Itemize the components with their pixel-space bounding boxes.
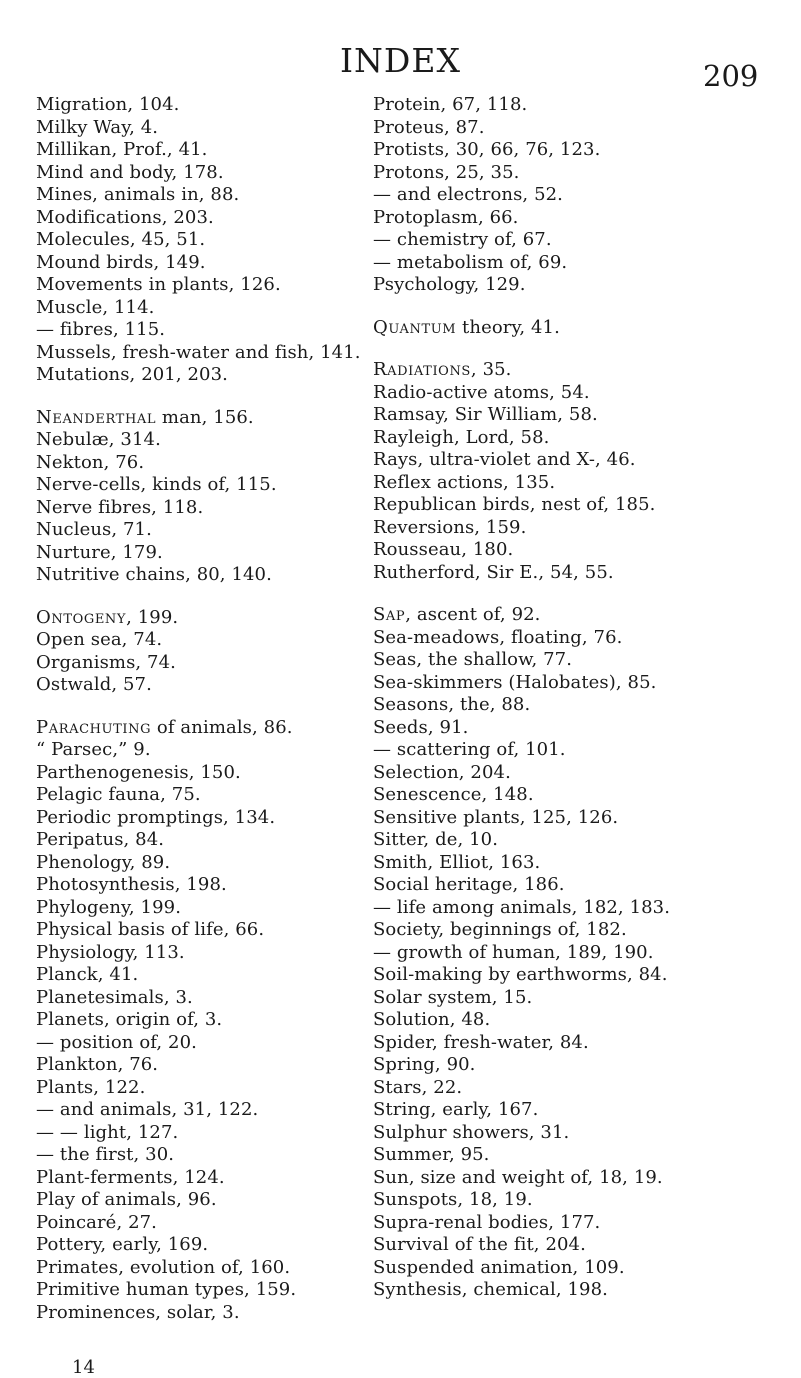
index-entry [36, 1212, 381, 1235]
index-entry [36, 229, 381, 252]
index-letter-group [36, 717, 381, 1325]
index-entry [373, 919, 773, 942]
index-entry-text: String, early, 167. [373, 1099, 539, 1120]
index-entry [36, 117, 381, 140]
index-entry [36, 474, 381, 497]
index-entry [36, 1189, 381, 1212]
index-entry [373, 494, 773, 517]
index-entry-text: — growth of human, 189, 190. [373, 941, 654, 963]
index-entry-head: Neanderthal [36, 406, 157, 428]
index-entry [36, 852, 381, 875]
index-entry-text: Plants, 122. [36, 1076, 146, 1098]
index-entry-text: Sea-meadows, floating, 76. [373, 626, 623, 648]
index-entry [373, 94, 773, 117]
index-entry [36, 364, 381, 387]
index-entry [373, 317, 773, 340]
index-entry [373, 162, 773, 185]
index-entry [36, 429, 381, 452]
signature-mark: 14 [72, 1357, 95, 1378]
index-entry [373, 1189, 773, 1212]
index-entry-text: Sunspots, 18, 19. [373, 1189, 533, 1210]
index-entry [36, 629, 381, 652]
index-entry [373, 852, 773, 875]
index-entry-text: Modifications, 203. [36, 206, 214, 228]
index-entry-text: Primitive human types, 159. [36, 1279, 297, 1300]
index-entry [36, 207, 381, 230]
index-entry-text: Milky Way, 4. [36, 116, 159, 138]
index-entry [36, 1122, 381, 1145]
index-entry-text: Sun, size and weight of, 18, 19. [373, 1166, 663, 1188]
index-entry-text: Mutations, 201, 203. [36, 364, 228, 385]
index-entry [373, 1279, 773, 1302]
index-entry-text: Organisms, 74. [36, 651, 176, 673]
index-entry-text: Spring, 90. [373, 1054, 476, 1075]
index-entry-text: Mines, animals in, 88. [36, 184, 240, 205]
index-entry [373, 942, 773, 965]
index-entry-text: Pelagic fauna, 75. [36, 784, 201, 805]
index-entry-text: Stars, 22. [373, 1076, 463, 1098]
index-entry [373, 359, 773, 382]
index-entry [373, 207, 773, 230]
index-entry [36, 987, 381, 1010]
index-entry [36, 297, 381, 320]
index-entry-text: Play of animals, 96. [36, 1189, 217, 1210]
index-entry [373, 562, 773, 585]
index-entry-text: Protoplasm, 66. [373, 206, 519, 228]
index-entry [36, 139, 381, 162]
index-entry [373, 404, 773, 427]
index-entry [373, 1054, 773, 1077]
index-entry-text: Rousseau, 180. [373, 539, 514, 560]
index-entry [373, 762, 773, 785]
index-entry-text: Republican birds, nest of, 185. [373, 494, 656, 515]
index-letter-group [373, 317, 773, 340]
index-entry [373, 1122, 773, 1145]
index-entry [373, 517, 773, 540]
index-entry [373, 627, 773, 650]
index-entry-text: — scattering of, 101. [373, 739, 566, 760]
index-entry-text: , ascent of, 92. [405, 604, 541, 625]
index-entry-text: Solution, 48. [373, 1009, 491, 1030]
index-entry-text: Ramsay, Sir William, 58. [373, 404, 598, 425]
index-entry [36, 829, 381, 852]
index-letter-group [373, 359, 773, 584]
index-entry-text: Pottery, early, 169. [36, 1234, 209, 1255]
index-entry-text: Millikan, Prof., 41. [36, 139, 208, 160]
index-entry-text: Physiology, 113. [36, 941, 185, 963]
index-entry [373, 449, 773, 472]
index-entry-text: — and electrons, 52. [373, 184, 564, 205]
index-entry-text: — fibres, 115. [36, 319, 166, 340]
index-entry-text: Summer, 95. [373, 1144, 490, 1165]
index-entry-text: Muscle, 114. [36, 296, 155, 318]
index-entry-text: Sitter, de, 10. [373, 829, 499, 850]
index-entry [36, 162, 381, 185]
index-entry-text: “ Parsec,” 9. [36, 739, 151, 760]
index-entry [36, 964, 381, 987]
index-entry-text: — chemistry of, 67. [373, 229, 552, 250]
index-entry-text: — metabolism of, 69. [373, 251, 568, 273]
index-entry-text: Nutritive chains, 80, 140. [36, 564, 272, 585]
index-entry [36, 1167, 381, 1190]
index-entry [36, 1302, 381, 1325]
index-entry [36, 897, 381, 920]
index-entry [373, 229, 773, 252]
index-entry-text: Nekton, 76. [36, 451, 145, 473]
index-entry-text: Smith, Elliot, 163. [373, 851, 541, 873]
index-entry [373, 472, 773, 495]
index-entry-text: Protons, 25, 35. [373, 161, 520, 183]
index-entry-head: Sap [373, 604, 406, 625]
index-entry-text: Senescence, 148. [373, 784, 534, 805]
index-entry-text: Planets, origin of, 3. [36, 1009, 223, 1030]
index-entry-text: Psychology, 129. [373, 274, 526, 295]
index-entry-text: of animals, 86. [151, 716, 293, 738]
index-entry-text: Sea-skimmers (Halobates), 85. [373, 671, 657, 693]
index-entry [36, 519, 381, 542]
index-entry-text: Proteus, 87. [373, 116, 485, 138]
index-entry [36, 762, 381, 785]
index-entry-text: Reflex actions, 135. [373, 471, 556, 493]
index-entry-text: Ostwald, 57. [36, 674, 152, 695]
index-entry-text: Molecules, 45, 51. [36, 229, 206, 250]
index-entry-text: Survival of the fit, 204. [373, 1234, 586, 1255]
index-entry-text: Planck, 41. [36, 964, 139, 985]
index-entry [373, 807, 773, 830]
index-entry-text: Society, beginnings of, 182. [373, 919, 627, 940]
index-entry-text: Nucleus, 71. [36, 519, 152, 540]
index-entry [36, 1279, 381, 1302]
index-entry-text: Rutherford, Sir E., 54, 55. [373, 561, 614, 583]
index-entry [373, 717, 773, 740]
index-entry [373, 829, 773, 852]
index-entry-text: Open sea, 74. [36, 629, 163, 650]
index-entry [373, 1257, 773, 1280]
index-entry-text: , 199. [126, 606, 179, 628]
index-entry [36, 1009, 381, 1032]
index-entry [373, 427, 773, 450]
index-entry-text: Selection, 204. [373, 761, 511, 783]
index-entry-text: Primates, evolution of, 160. [36, 1256, 291, 1278]
index-entry [36, 739, 381, 762]
index-letter-group [373, 94, 773, 297]
index-entry-text: Protein, 67, 118. [373, 94, 528, 115]
index-entry-text: Spider, fresh-water, 84. [373, 1031, 589, 1053]
index-entry-text: man, 156. [156, 406, 254, 428]
index-entry-text: Rays, ultra-violet and X-, 46. [373, 449, 636, 470]
index-letter-group [36, 607, 381, 697]
index-entry [36, 407, 381, 430]
index-entry-head: Quantum [373, 316, 457, 338]
index-entry-text: — life among animals, 182, 183. [373, 896, 671, 918]
index-entry [373, 1167, 773, 1190]
index-entry [373, 184, 773, 207]
index-entry [36, 274, 381, 297]
index-entry [373, 739, 773, 762]
index-entry-text: Reversions, 159. [373, 516, 527, 538]
index-entry [373, 1032, 773, 1055]
index-entry-text: Supra-renal bodies, 177. [373, 1211, 601, 1233]
index-entry [36, 497, 381, 520]
index-entry [373, 1099, 773, 1122]
index-entry-text: Mind and body, 178. [36, 161, 224, 183]
index-entry [36, 942, 381, 965]
index-letter-group [36, 407, 381, 587]
running-title: INDEX [340, 41, 461, 80]
index-entry [36, 717, 381, 740]
index-entry-text: Nebulæ, 314. [36, 429, 161, 450]
index-entry-text: Nerve fibres, 118. [36, 496, 204, 518]
index-entry [373, 252, 773, 275]
index-entry [373, 874, 773, 897]
index-entry [373, 1234, 773, 1257]
index-entry [373, 382, 773, 405]
index-letter-group [36, 94, 381, 387]
index-column-right [373, 94, 773, 1302]
index-entry [36, 94, 381, 117]
index-entry [36, 652, 381, 675]
index-entry [36, 807, 381, 830]
index-entry-text: Sensitive plants, 125, 126. [373, 806, 619, 828]
index-entry-text: Migration, 104. [36, 94, 180, 115]
index-letter-group [373, 604, 773, 1302]
index-entry-text: Suspended animation, 109. [373, 1256, 625, 1278]
index-entry-text: Prominences, solar, 3. [36, 1301, 240, 1323]
index-entry [36, 1234, 381, 1257]
index-entry-text: Phenology, 89. [36, 851, 171, 873]
index-entry [36, 1144, 381, 1167]
index-entry-text: Mound birds, 149. [36, 251, 206, 273]
index-entry-text: Sulphur showers, 31. [373, 1121, 570, 1143]
index-entry-text: — — light, 127. [36, 1121, 179, 1143]
index-entry-text: — the first, 30. [36, 1144, 175, 1165]
index-entry [36, 452, 381, 475]
index-entry [36, 342, 381, 365]
index-entry-text: Protists, 30, 66, 76, 123. [373, 139, 601, 160]
index-entry-text: Mussels, fresh-water and fish, 141. [36, 341, 361, 363]
index-entry [373, 964, 773, 987]
index-entry-text: Soil-making by earthworms, 84. [373, 964, 668, 985]
index-entry-text: Solar system, 15. [373, 986, 533, 1008]
index-entry [36, 1032, 381, 1055]
index-entry [36, 1054, 381, 1077]
index-entry-text: Seas, the shallow, 77. [373, 649, 573, 670]
index-entry-head: Radiations [373, 359, 471, 380]
index-entry-text: Rayleigh, Lord, 58. [373, 426, 550, 448]
index-entry-text: Nurture, 179. [36, 541, 163, 563]
index-entry-text: Seeds, 91. [373, 716, 469, 738]
index-entry [36, 919, 381, 942]
index-entry-text: Peripatus, 84. [36, 829, 165, 850]
index-entry [36, 607, 381, 630]
index-entry [36, 1257, 381, 1280]
index-entry-text: Periodic promptings, 134. [36, 806, 276, 828]
index-entry [36, 252, 381, 275]
index-entry-text: — and animals, 31, 122. [36, 1099, 259, 1120]
index-entry [373, 672, 773, 695]
index-entry [373, 117, 773, 140]
index-entry [373, 694, 773, 717]
index-entry-text: Phylogeny, 199. [36, 896, 182, 918]
index-entry [373, 987, 773, 1010]
index-entry [36, 184, 381, 207]
index-entry-text: Physical basis of life, 66. [36, 919, 265, 940]
index-entry [36, 1077, 381, 1100]
index-entry [36, 674, 381, 697]
index-entry [36, 1099, 381, 1122]
index-entry [373, 897, 773, 920]
index-entry [373, 784, 773, 807]
index-entry [36, 319, 381, 342]
index-entry-text: Seasons, the, 88. [373, 694, 531, 715]
index-entry [373, 1077, 773, 1100]
index-entry [373, 1009, 773, 1032]
index-entry-text: theory, 41. [456, 316, 560, 338]
index-entry-text: , 35. [470, 359, 512, 380]
index-entry-text: Plant-ferments, 124. [36, 1166, 225, 1188]
index-entry [373, 1144, 773, 1167]
index-entry [373, 274, 773, 297]
index-entry-text: Photosynthesis, 198. [36, 874, 227, 895]
index-entry-text: Poincaré, 27. [36, 1211, 158, 1233]
page-number: 209 [703, 59, 759, 93]
index-entry-text: Movements in plants, 126. [36, 274, 281, 295]
index-entry-text: — position of, 20. [36, 1031, 197, 1053]
index-entry-head: Ontogeny [36, 606, 127, 628]
index-entry [36, 542, 381, 565]
index-entry [373, 539, 773, 562]
index-entry-text: Social heritage, 186. [373, 874, 565, 895]
index-entry-head: Parachuting [36, 716, 152, 738]
index-entry-text: Nerve-cells, kinds of, 115. [36, 474, 277, 495]
index-entry-text: Planetesimals, 3. [36, 986, 193, 1008]
index-column-left [36, 94, 381, 1324]
index-entry [373, 139, 773, 162]
index-entry-text: Synthesis, chemical, 198. [373, 1279, 608, 1300]
index-entry-text: Parthenogenesis, 150. [36, 761, 241, 783]
index-entry [36, 564, 381, 587]
index-entry [373, 604, 773, 627]
index-entry-text: Radio-active atoms, 54. [373, 381, 590, 403]
index-entry [36, 874, 381, 897]
index-entry-text: Plankton, 76. [36, 1054, 159, 1075]
index-entry [373, 1212, 773, 1235]
index-entry [373, 649, 773, 672]
index-entry [36, 784, 381, 807]
